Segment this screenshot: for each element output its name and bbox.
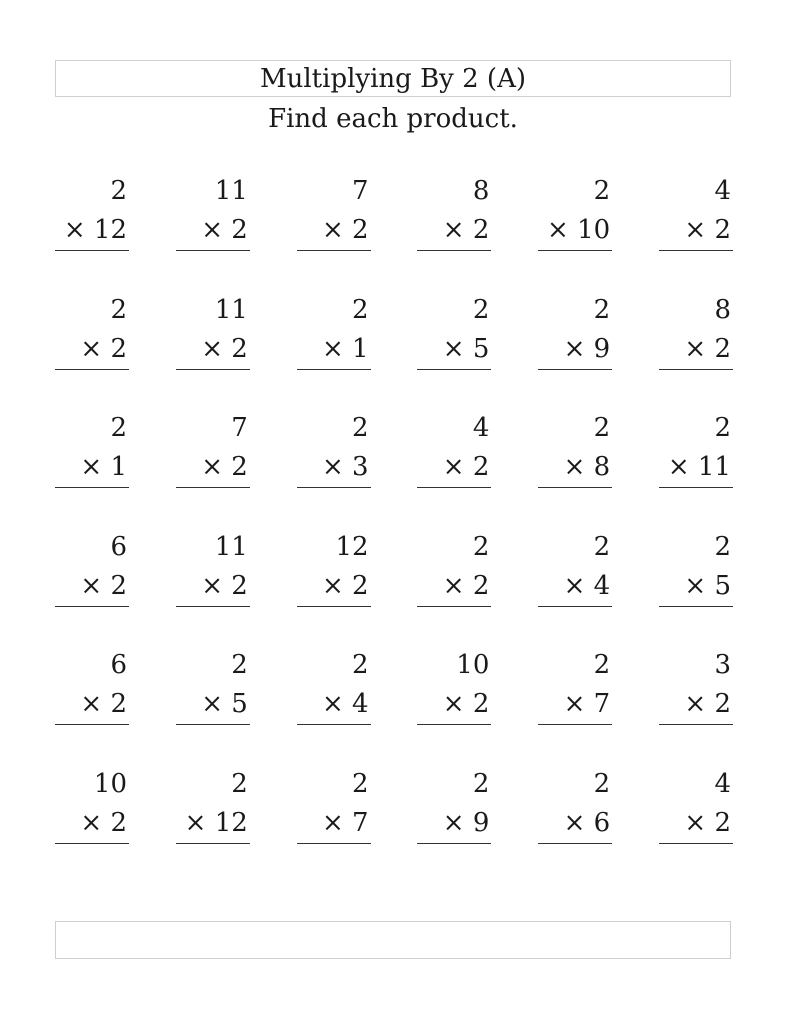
problem-row: [55, 646, 733, 765]
multiply-operator: ×: [684, 807, 707, 838]
problem-top-number: 2: [714, 531, 731, 562]
multiply-operator: ×: [80, 452, 103, 482]
problem: [55, 646, 129, 765]
multiply-operator: ×: [442, 689, 465, 719]
multiply-operator: ×: [321, 452, 344, 482]
problem-bottom-line: [55, 211, 129, 251]
multiply-operator: ×: [63, 215, 86, 245]
problem-top-number: 2: [593, 294, 611, 325]
problem-top-number: 2: [352, 294, 369, 325]
problem-bottom-number: 5: [714, 570, 731, 601]
multiply-operator: ×: [684, 333, 707, 364]
problem-top-number: 2: [593, 650, 611, 680]
problem-bottom-line: [659, 211, 733, 251]
problem-top-number: 2: [352, 650, 369, 680]
problem: [297, 291, 371, 410]
problem: [659, 765, 733, 884]
problem-bottom-line: [176, 804, 250, 844]
problem-bottom-number: 10: [577, 215, 611, 245]
multiply-operator: ×: [321, 689, 344, 719]
problem: [659, 528, 733, 647]
problem-bottom-line: [176, 211, 250, 251]
problem: [297, 528, 371, 647]
problem: [538, 528, 612, 647]
problem-bottom-line: [176, 448, 250, 488]
multiply-operator: ×: [201, 333, 223, 364]
problem-top-number: 2: [110, 176, 127, 206]
problem: [176, 291, 250, 410]
problem-bottom-line: [538, 685, 612, 725]
problem-top-number: 7: [352, 176, 369, 206]
problem-top-number: 3: [714, 650, 731, 680]
multiply-operator: ×: [563, 570, 586, 601]
multiply-operator: ×: [321, 333, 344, 364]
problem: [417, 291, 491, 410]
problem-bottom-line: [297, 211, 371, 251]
worksheet-title: Multiplying By 2 (A): [260, 64, 526, 94]
problem: [297, 646, 371, 765]
problem-bottom-line: [176, 685, 250, 725]
problem-row: [55, 528, 733, 647]
problem-bottom-line: [176, 567, 250, 607]
problem-top-number: 2: [231, 650, 248, 680]
problem-bottom-line: [538, 448, 612, 488]
problem-bottom-line: [297, 804, 371, 844]
multiply-operator: ×: [80, 807, 103, 838]
problem-bottom-number: 2: [110, 333, 127, 364]
problem-top-number: 2: [593, 413, 611, 443]
problem-bottom-number: 2: [714, 689, 731, 719]
problem: [417, 528, 491, 647]
multiply-operator: ×: [563, 333, 586, 364]
problem-bottom-line: [176, 330, 250, 370]
problem-bottom-number: 2: [110, 689, 127, 719]
problem-top-number: 2: [472, 768, 490, 799]
problem-bottom-number: 2: [472, 452, 490, 482]
multiply-operator: ×: [442, 807, 465, 838]
problem: [176, 409, 250, 528]
multiply-operator: ×: [442, 333, 465, 364]
problem-bottom-line: [55, 685, 129, 725]
multiply-operator: ×: [321, 215, 344, 245]
problem-top-number: 2: [714, 413, 731, 443]
problem-bottom-number: 9: [472, 807, 490, 838]
problem-top-number: 11: [214, 531, 248, 562]
problem-bottom-line: [538, 211, 612, 251]
multiply-operator: ×: [201, 689, 223, 719]
multiply-operator: ×: [442, 452, 465, 482]
problem-row: [55, 172, 733, 291]
problem: [55, 409, 129, 528]
problem-bottom-line: [538, 804, 612, 844]
problem-bottom-number: 2: [352, 215, 369, 245]
problem: [297, 172, 371, 291]
problem: [297, 765, 371, 884]
problem-bottom-number: 2: [472, 689, 490, 719]
problem: [659, 646, 733, 765]
multiply-operator: ×: [547, 215, 569, 245]
problem: [417, 646, 491, 765]
multiply-operator: ×: [684, 570, 707, 601]
multiply-operator: ×: [184, 807, 207, 838]
problem-top-number: 2: [352, 768, 369, 799]
problem-top-number: 10: [93, 768, 127, 799]
problem: [659, 172, 733, 291]
problem-top-number: 6: [110, 531, 127, 562]
problem: [176, 528, 250, 647]
problem-top-number: 4: [472, 413, 490, 443]
problem-bottom-number: 7: [352, 807, 369, 838]
multiply-operator: ×: [667, 452, 690, 482]
problem-row: [55, 291, 733, 410]
problem-bottom-line: [659, 685, 733, 725]
problem-bottom-number: 7: [593, 689, 611, 719]
multiply-operator: ×: [684, 215, 707, 245]
problem-top-number: 2: [593, 176, 611, 206]
problem-bottom-number: 1: [352, 333, 369, 364]
problem-bottom-number: 4: [352, 689, 369, 719]
problem: [417, 409, 491, 528]
problem-top-number: 4: [714, 768, 731, 799]
problem: [55, 765, 129, 884]
problem: [176, 646, 250, 765]
problem-bottom-line: [417, 330, 491, 370]
multiply-operator: ×: [80, 689, 103, 719]
problem: [538, 291, 612, 410]
problem-top-number: 8: [714, 294, 731, 325]
problem-top-number: 7: [231, 413, 248, 443]
problem-bottom-line: [659, 448, 733, 488]
problem-bottom-number: 11: [697, 452, 731, 482]
multiply-operator: ×: [442, 215, 465, 245]
problem: [538, 172, 612, 291]
worksheet-instructions: Find each product.: [268, 104, 518, 134]
problem-top-number: 2: [352, 413, 369, 443]
problem-top-number: 11: [214, 294, 248, 325]
problem-top-number: 2: [472, 531, 490, 562]
problem-bottom-line: [417, 685, 491, 725]
multiply-operator: ×: [80, 333, 103, 364]
problem-bottom-number: 8: [593, 452, 611, 482]
problem-top-number: 2: [231, 768, 248, 799]
problem-bottom-line: [659, 330, 733, 370]
problem-bottom-line: [659, 804, 733, 844]
problem: [417, 765, 491, 884]
problem-top-number: 11: [214, 176, 248, 206]
problem-bottom-number: 2: [110, 807, 127, 838]
problem-bottom-number: 3: [352, 452, 369, 482]
problem-top-number: 8: [472, 176, 490, 206]
problem: [659, 291, 733, 410]
problem-bottom-number: 2: [714, 215, 731, 245]
problem-row: [55, 765, 733, 884]
multiply-operator: ×: [684, 689, 707, 719]
problem-bottom-line: [297, 685, 371, 725]
problem-bottom-number: 2: [714, 807, 731, 838]
problem-bottom-number: 2: [714, 333, 731, 364]
problem: [538, 646, 612, 765]
multiply-operator: ×: [201, 570, 223, 601]
problem-top-number: 2: [593, 531, 611, 562]
multiply-operator: ×: [321, 807, 344, 838]
problem-bottom-line: [55, 567, 129, 607]
problem-bottom-number: 9: [593, 333, 611, 364]
problem-bottom-line: [417, 448, 491, 488]
problem-bottom-number: 2: [231, 215, 248, 245]
problem-bottom-number: 5: [472, 333, 490, 364]
problem-bottom-line: [417, 567, 491, 607]
problem-bottom-line: [297, 567, 371, 607]
problem-bottom-line: [417, 804, 491, 844]
problem-bottom-number: 2: [110, 570, 127, 601]
problem-top-number: 2: [593, 768, 611, 799]
multiply-operator: ×: [563, 807, 586, 838]
multiply-operator: ×: [201, 452, 223, 482]
problem-bottom-line: [417, 211, 491, 251]
problem-bottom-number: 2: [472, 215, 490, 245]
problem-bottom-line: [538, 330, 612, 370]
problem-bottom-line: [659, 567, 733, 607]
problem-bottom-number: 2: [231, 333, 248, 364]
problem: [659, 409, 733, 528]
problem-bottom-line: [55, 448, 129, 488]
problem-bottom-line: [55, 330, 129, 370]
problem: [176, 765, 250, 884]
problem: [297, 409, 371, 528]
multiply-operator: ×: [563, 689, 586, 719]
problem-top-number: 2: [110, 294, 127, 325]
problem-top-number: 2: [472, 294, 490, 325]
problem: [55, 172, 129, 291]
problem-row: [55, 409, 733, 528]
problem-bottom-number: 4: [593, 570, 611, 601]
multiply-operator: ×: [563, 452, 586, 482]
problem: [55, 528, 129, 647]
problem-top-number: 12: [335, 531, 369, 562]
problem-top-number: 4: [714, 176, 731, 206]
problem-bottom-number: 5: [231, 689, 248, 719]
problem-bottom-number: 2: [231, 570, 248, 601]
multiply-operator: ×: [201, 215, 223, 245]
problem-bottom-line: [55, 804, 129, 844]
problem-bottom-line: [538, 567, 612, 607]
problem: [538, 409, 612, 528]
problem: [176, 172, 250, 291]
problem-bottom-number: 2: [472, 570, 490, 601]
multiply-operator: ×: [442, 570, 465, 601]
problem-bottom-number: 2: [352, 570, 369, 601]
problem: [538, 765, 612, 884]
problem-bottom-number: 6: [593, 807, 611, 838]
problem-grid: [55, 172, 733, 883]
worksheet-title-box: [55, 60, 731, 97]
problem-bottom-line: [297, 330, 371, 370]
problem-top-number: 2: [110, 413, 127, 443]
footer-box: [55, 921, 731, 959]
problem-bottom-line: [297, 448, 371, 488]
problem-top-number: 10: [456, 650, 490, 680]
problem: [55, 291, 129, 410]
problem-bottom-number: 12: [214, 807, 248, 838]
problem-top-number: 6: [110, 650, 127, 680]
problem: [417, 172, 491, 291]
multiply-operator: ×: [321, 570, 344, 601]
problem-bottom-number: 1: [110, 452, 127, 482]
problem-bottom-number: 12: [93, 215, 127, 245]
problem-bottom-number: 2: [231, 452, 248, 482]
multiply-operator: ×: [80, 570, 103, 601]
